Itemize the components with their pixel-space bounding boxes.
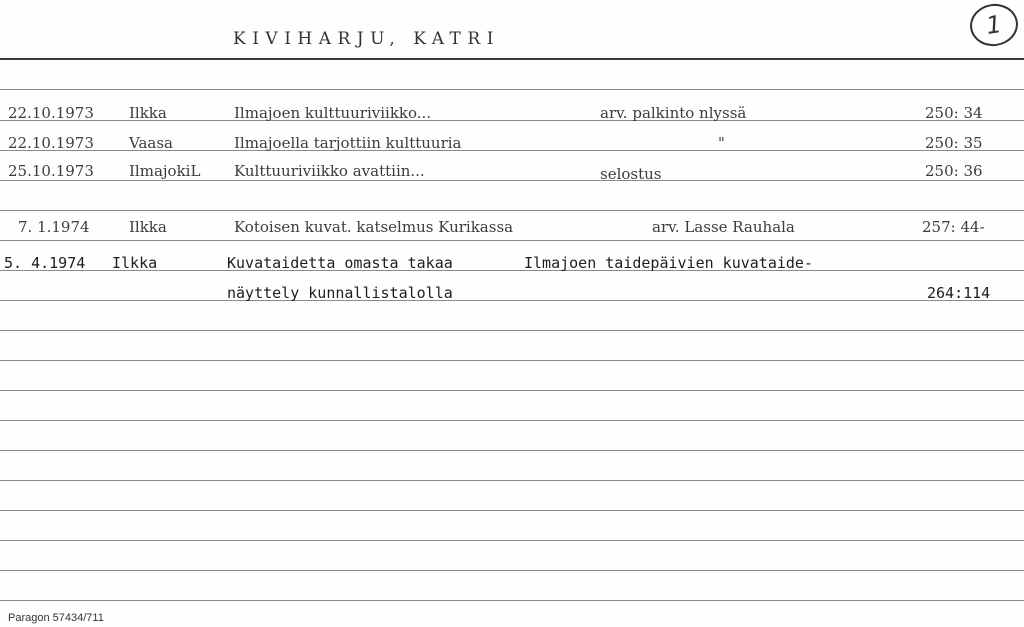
entry-source: IlmajokiL (129, 162, 201, 180)
rule-line (0, 450, 1024, 451)
rule-line (0, 330, 1024, 331)
rule-line (0, 210, 1024, 211)
entry-headline: Ilmajoen kulttuuriviikko... (234, 104, 432, 122)
entry-headline: Kulttuuriviikko avattiin... (234, 162, 425, 180)
entry-ref: 250: 35 (925, 134, 983, 152)
rule-line (0, 300, 1024, 301)
card-number-circle: 1 (967, 1, 1020, 49)
rule-line (0, 180, 1024, 181)
rule-line (0, 540, 1024, 541)
rule-line (0, 240, 1024, 241)
rule-line (0, 390, 1024, 391)
rule-line (0, 600, 1024, 601)
entry-note: " (718, 134, 725, 152)
entry-note: selostus (600, 165, 662, 183)
entry-headline-continued: näyttely kunnallistalolla (227, 284, 453, 302)
rule-line (0, 360, 1024, 361)
entry-date: 7. 1.1974 (18, 218, 90, 236)
rule-line (0, 510, 1024, 511)
rule-line (0, 89, 1024, 90)
entry-headline: Kuvataidetta omasta takaa (227, 254, 453, 272)
entry-date: 25.10.1973 (8, 162, 94, 180)
entry-note: arv. palkinto nlyssä (600, 104, 747, 122)
header-rule (0, 58, 1024, 60)
rule-line (0, 570, 1024, 571)
entry-note: arv. Lasse Rauhala (652, 218, 795, 236)
entry-headline: Ilmajoella tarjottiin kulttuuria (234, 134, 462, 152)
entry-date: 5. 4.1974 (4, 254, 86, 272)
rule-line (0, 420, 1024, 421)
entry-ref: 257: 44- (922, 218, 985, 236)
entry-ref: 264:114 (927, 284, 991, 302)
entry-source: Ilkka (129, 104, 167, 122)
entry-date: 22.10.1973 (8, 134, 94, 152)
entry-source: Ilkka (112, 254, 158, 272)
entry-ref: 250: 36 (925, 162, 983, 180)
entry-ref: 250: 34 (925, 104, 983, 122)
rule-line (0, 480, 1024, 481)
entry-date: 22.10.1973 (8, 104, 94, 122)
entry-source: Vaasa (129, 134, 173, 152)
entry-headline: Kotoisen kuvat. katselmus Kurikassa (234, 218, 514, 236)
entry-source: Ilkka (129, 218, 167, 236)
entry-note: Ilmajoen taidepäivien kuvataide- (524, 254, 813, 272)
card-footer: Paragon 57434/711 (8, 612, 104, 624)
card-title: KIVIHARJU, KATRI (233, 29, 500, 49)
